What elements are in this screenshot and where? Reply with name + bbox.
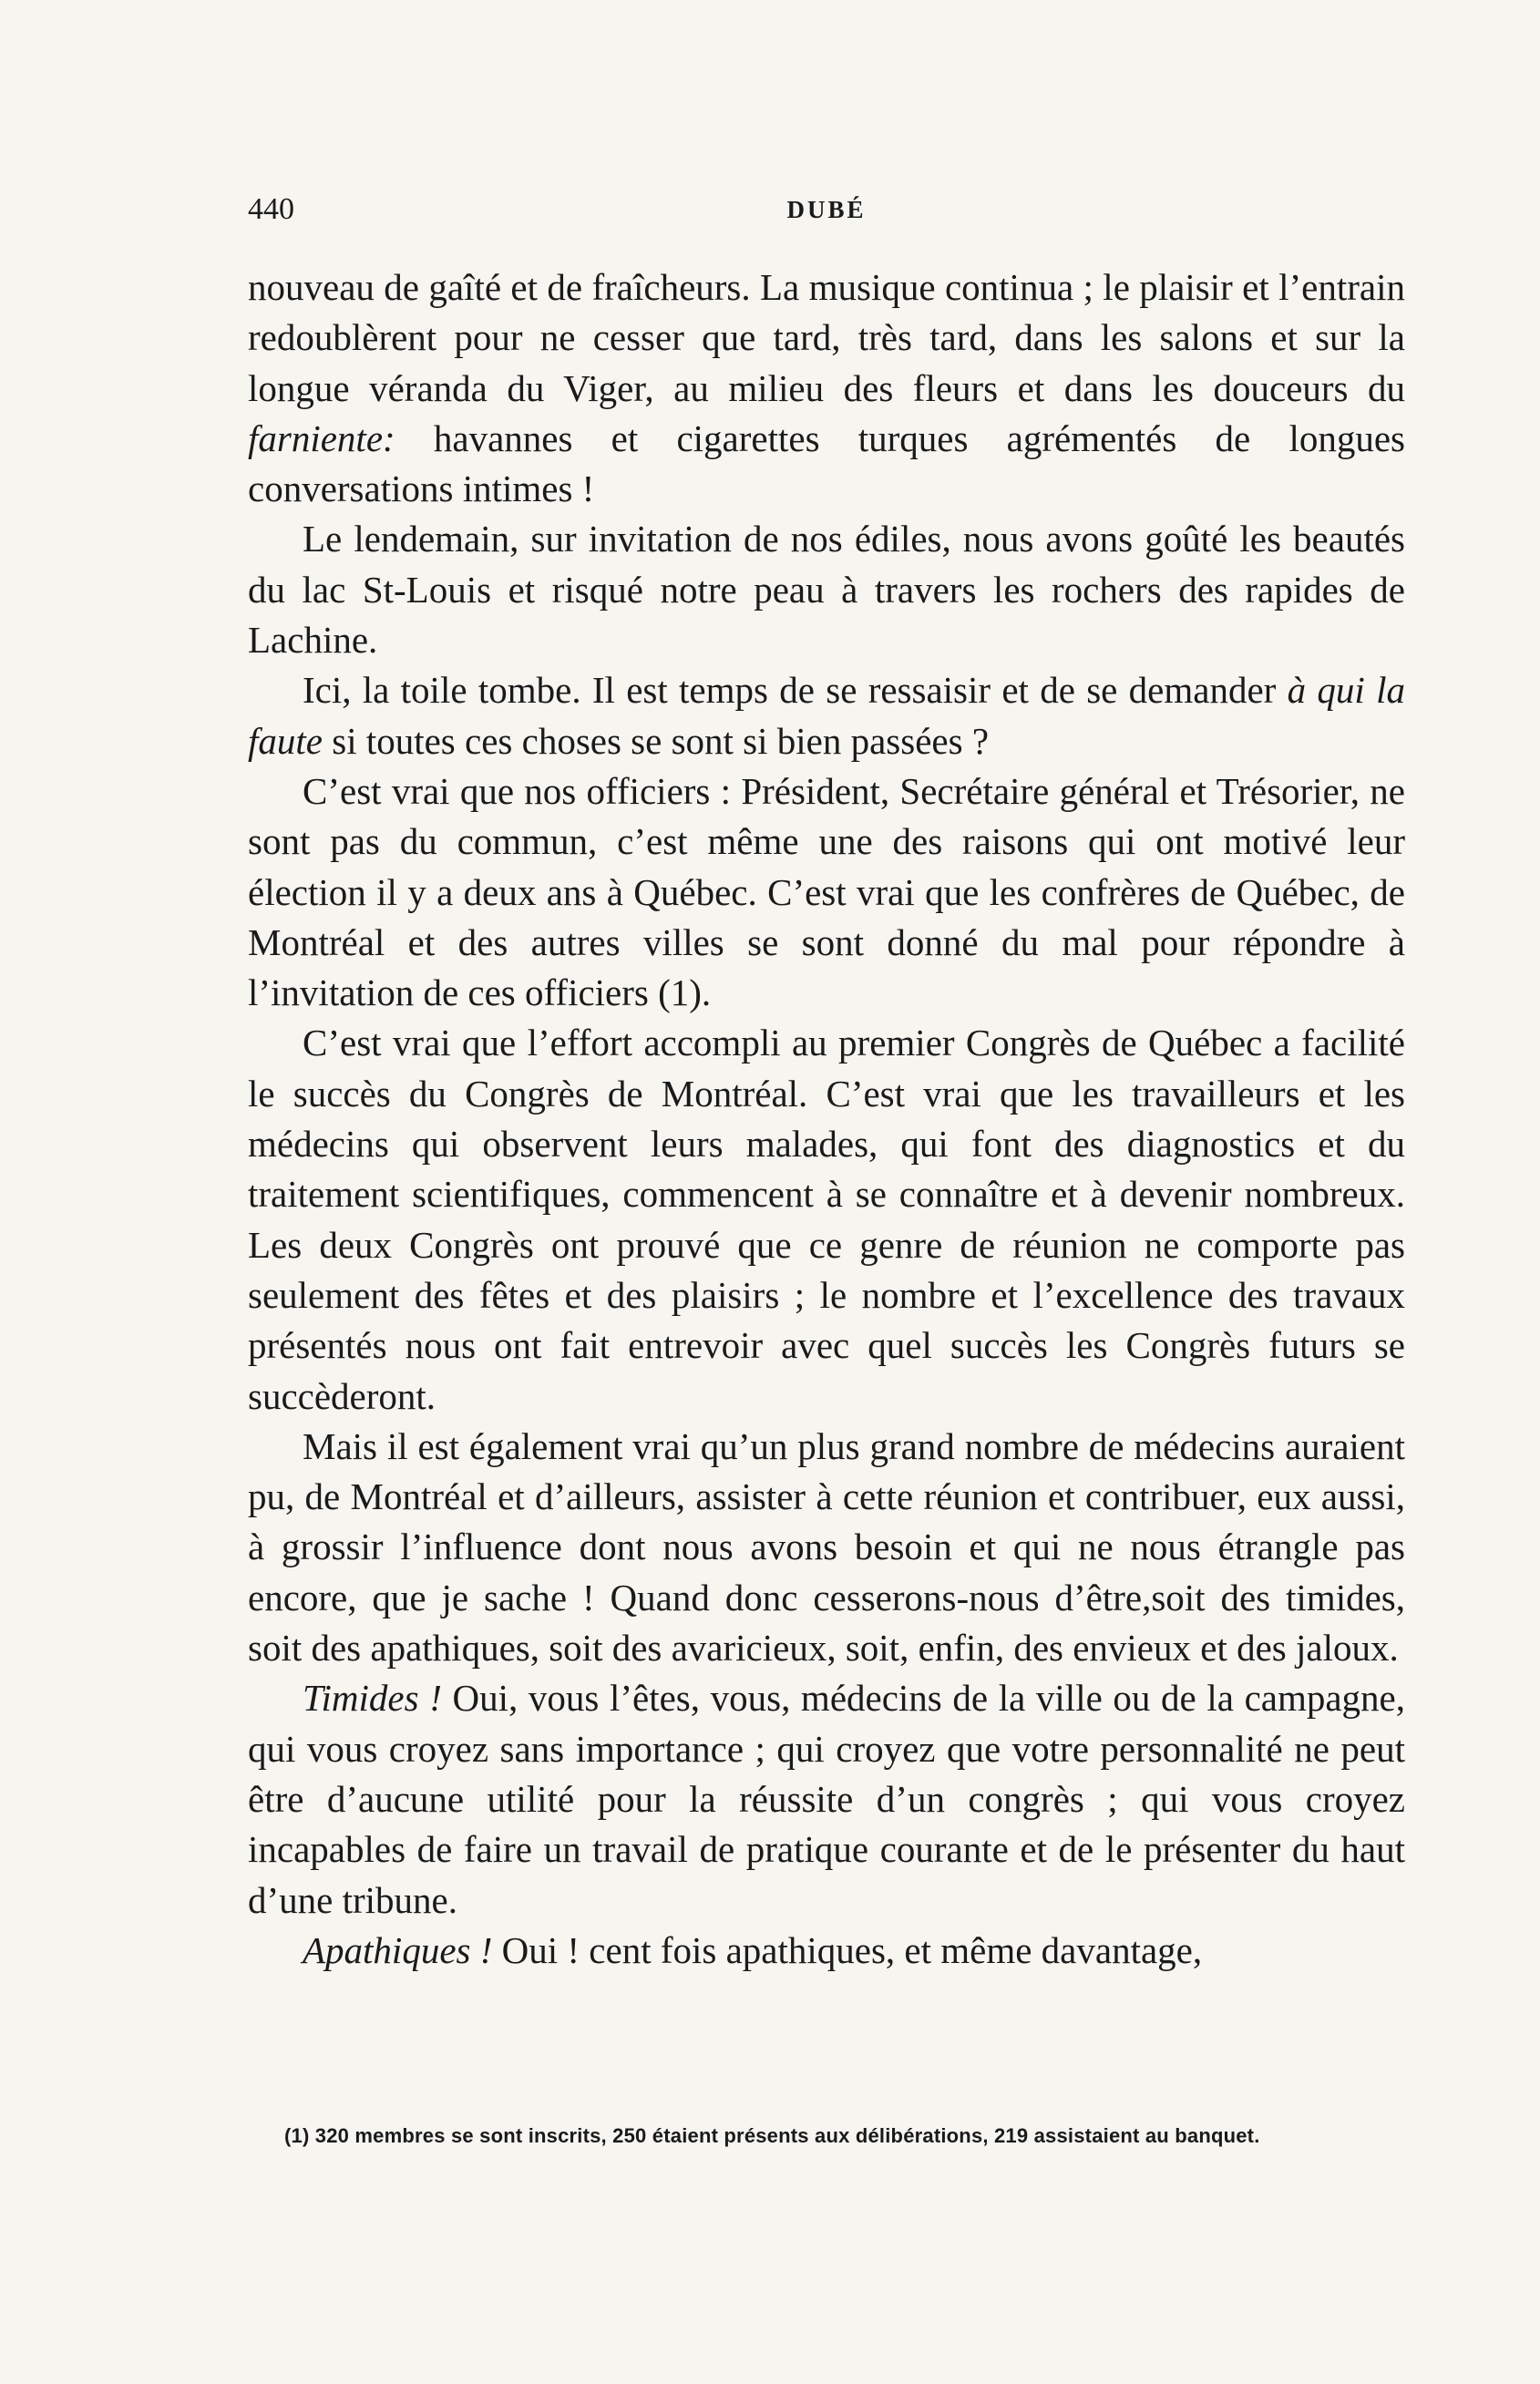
running-head [248,182,1405,237]
italic-term: farniente: [248,416,395,459]
italic-phrase: à qui la faute [248,669,1405,762]
paragraph-3: Ici, la toile tombe. Il est temps de se ressaisir et de se demander à qui la faute si toutes ces choses se sont si bien passées ? [248,669,1405,762]
italic-lead: Apathiques ! [303,1928,493,1971]
paragraph-1: nouveau de gaîté et de fraîcheurs. La musique continua ; le plaisir et l’entrain redoublèrent pour ne cesser que tard, très tard, dans les salons et sur la longue véranda du Viger, au milieu des fleurs et dans les douceurs du farniente: havannes et cigarettes turques agrémentés de longues conversations intimes ! [248,266,1405,510]
book-page [248,182,1405,2278]
paragraph-6: Mais il est également vrai qu’un plus grand nombre de médecins auraient pu, de Montréal et d’ailleurs, assister à cette réunion et contribuer, eux aussi, à grossir l’influence dont nous avons besoin et qui ne nous étrangle pas encore, que je sache ! Quand donc cesserons-nous d’être,soit des timides, soit des apathiques, soit des avaricieux, soit, enfin, des envieux et des jaloux. [248,1424,1405,1670]
italic-lead: Timides ! [303,1677,442,1720]
paragraph-2: Le lendemain, sur invitation de nos édiles, nous avons goûté les beautés du lac St-Louis et risqué notre peau à travers les rochers des rapides de Lachine. [248,518,1405,662]
footnote: (1) 320 membres se sont inscrits, 250 étaient présents aux délibérations, 219 assistaient au banquet. [284,2124,1260,2147]
paragraph-5: C’est vrai que l’effort accompli au premier Congrès de Québec a facilité le succès du Congrès de Montréal. C’est vrai que les travailleurs et les médecins qui observent leurs malades, qui font des diagnostics et du traitement scientifiques, commencent à se connaître et à devenir nombreux. Les deux Congrès ont prouvé que ce genre de réunion ne comporte pas seulement des fêtes et des plaisirs ; le nombre et l’excellence des travaux présentés nous ont fait entrevoir avec quel succès les Congrès futurs se succèderont. [248,1022,1405,1417]
paragraph-7: Timides ! Oui, vous l’êtes, vous, médecins de la ville ou de la campagne, qui vous croyez sans importance ; qui croyez que votre personnalité ne peut être d’aucune utilité pour la réussite d’un congrès ; qui vous croyez incapables de faire un travail de pratique courante et de le présenter du haut d’une tribune. [248,1677,1406,1921]
body-text [248,262,1405,1976]
paragraph-8: Apathiques ! Oui ! cent fois apathiques, et même davantage, [303,1928,1203,1971]
running-title: DUBÉ [786,196,867,223]
page-number: 440 [248,192,294,226]
paragraph-4: C’est vrai que nos officiers : Président, Secrétaire général et Trésorier, ne sont pas du commun, c’est même une des raisons qui ont motivé leur élection il y a deux ans à Québec. C’est vrai que les confrères de Québec, de Montréal et des autres villes se sont donné du mal pour répondre à l’invitation de ces officiers (1). [248,769,1405,1014]
